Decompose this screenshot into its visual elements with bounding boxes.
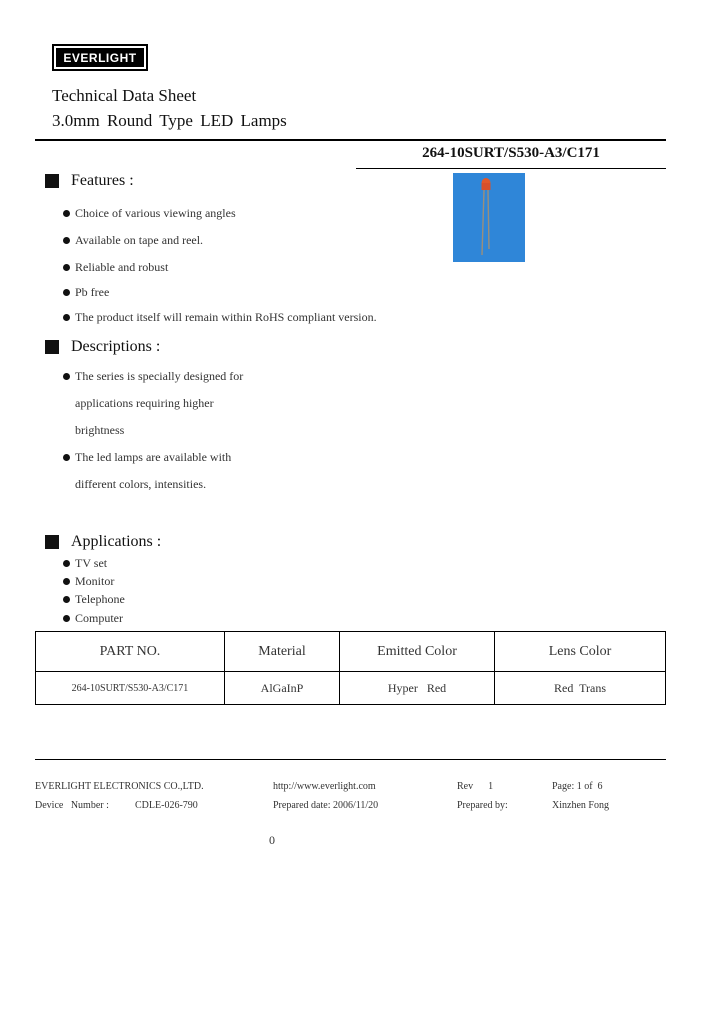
descriptions-heading: Descriptions : [45,338,160,356]
list-item: Pb free [63,285,109,300]
section-square-icon [45,340,59,354]
description-line: brightness [75,423,125,437]
cell-emitted-color: Hyper Red [340,672,495,705]
bullet-icon [63,237,70,244]
footer-page: Page: 1 of 6 [552,781,603,792]
description-line: different colors, intensities. [75,477,207,491]
col-emitted-color: Emitted Color [340,632,495,672]
doc-subtitle: 3.0mm Round Type LED Lamps [52,111,287,130]
section-square-icon [45,174,59,188]
features-heading: Features : [45,172,134,190]
footer-rev: Rev 1 [457,781,494,792]
description-line: applications requiring higher [75,396,214,410]
bullet-icon [63,314,70,321]
table-row [36,672,666,705]
bullet-icon [63,289,70,296]
list-item: Reliable and robust [63,260,168,275]
list-item: Monitor [63,574,114,589]
bullet-icon [63,615,70,622]
footer-url: http://www.everlight.com [273,781,376,792]
doc-title: Technical Data Sheet [52,86,197,105]
led-lamp-icon [453,173,525,262]
part-number-underline [356,168,666,169]
list-item: The led lamps are available with [63,450,231,465]
bullet-icon [63,373,70,380]
bullet-icon [63,210,70,217]
list-item: The series is specially designed for [63,369,243,384]
col-material: Material [225,632,340,672]
bullet-icon [63,454,70,461]
list-item: TV set [63,556,107,571]
col-lens-color: Lens Color [495,632,666,672]
section-square-icon [45,535,59,549]
part-table [35,631,666,705]
everlight-logo [52,44,148,71]
cell-material: AlGaInP [225,672,340,705]
part-number: 264-10SURT/S530-A3/C171 [422,145,600,161]
footer-device-number: CDLE-026-790 [135,800,198,811]
footer-prepared-by: Xinzhen Fong [552,800,609,811]
page-mark: 0 [269,833,275,847]
header-divider [35,139,666,141]
col-part-no: PART NO. [36,632,225,672]
table-header-row [36,632,666,672]
footer-device-label: Device Number : [35,800,109,811]
footer-divider [35,759,666,760]
logo-text: EVERLIGHT [56,48,144,67]
list-item: Telephone [63,592,125,607]
bullet-icon [63,578,70,585]
list-item: Choice of various viewing angles [63,206,236,221]
cell-lens-color: Red Trans [495,672,666,705]
footer-company: EVERLIGHT ELECTRONICS CO.,LTD. [35,781,204,792]
applications-heading: Applications : [45,533,161,551]
list-item: The product itself will remain within RoHS compliant version. [63,310,377,325]
footer-prepared-by-label: Prepared by: [457,800,508,811]
list-item: Computer [63,611,123,626]
bullet-icon [63,596,70,603]
footer-prepared-date: Prepared date: 2006/11/20 [273,800,379,811]
bullet-icon [63,264,70,271]
list-item: Available on tape and reel. [63,233,203,248]
led-product-image [453,173,525,262]
bullet-icon [63,560,70,567]
cell-part-no: 264-10SURT/S530-A3/C171 [36,672,225,705]
